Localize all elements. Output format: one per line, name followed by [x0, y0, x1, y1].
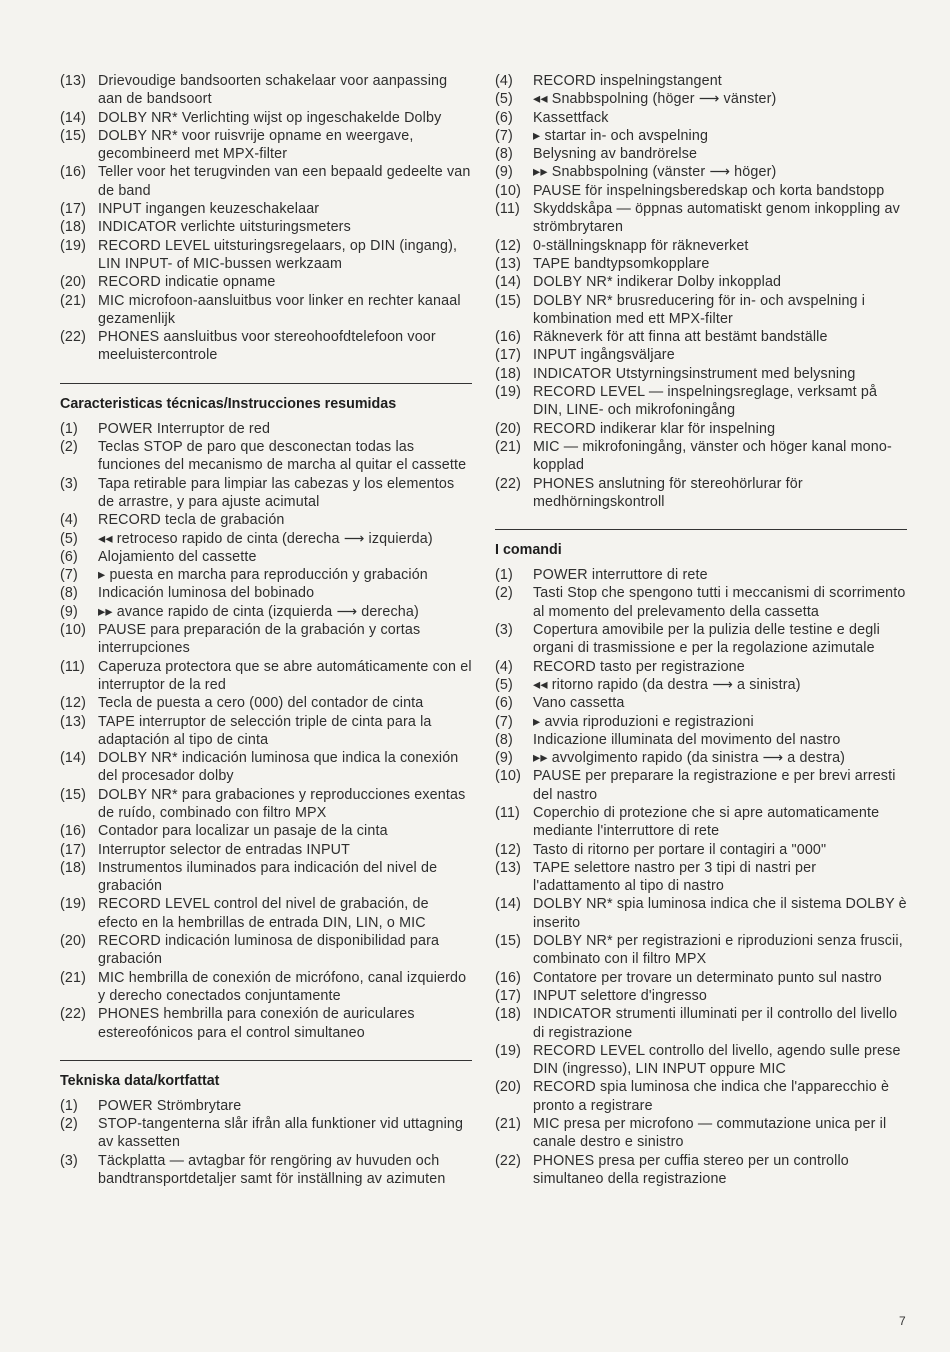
item-number: (22)	[495, 1152, 522, 1169]
list-item	[495, 804, 907, 841]
item-text: Tasto di ritorno per portare il contagiri a "000"	[533, 841, 827, 858]
section-heading: I comandi	[495, 529, 907, 559]
item-text: ◂◂ retroceso rapido de cinta (derecha ⟶ izquierda)	[98, 530, 433, 547]
item-number: (16)	[495, 969, 522, 986]
item-number: (14)	[60, 750, 87, 767]
item-number: (6)	[495, 695, 513, 712]
item-number: (2)	[495, 585, 513, 602]
list-item	[495, 273, 907, 291]
item-text: ◂◂ Snabbspolning (höger ⟶ vänster)	[533, 91, 777, 108]
item-text: PHONES aansluitbus voor stereohoofdtelefoon voor meeluistercontrole	[98, 329, 436, 364]
list-item	[495, 749, 907, 767]
list-item	[495, 292, 907, 329]
left-column	[60, 72, 472, 1188]
list-item	[60, 420, 472, 438]
item-text: RECORD tasto per registrazione	[533, 658, 745, 675]
item-number: (20)	[495, 420, 522, 437]
item-number: (4)	[60, 512, 78, 529]
list-item	[495, 1152, 907, 1189]
list-item	[60, 530, 472, 548]
item-number: (8)	[495, 731, 513, 748]
item-number: (3)	[60, 1152, 78, 1169]
item-text: DOLBY NR* para grabaciones y reproducciones exentas de ruído, combinado con filtro MPX	[98, 786, 466, 821]
item-text: DOLBY NR* per registrazioni e riproduzioni senza fruscii, combinato con il filtro MPX	[533, 933, 903, 968]
item-number: (5)	[495, 676, 513, 693]
list-item	[60, 621, 472, 658]
item-number: (21)	[60, 292, 87, 309]
page-number: 7	[899, 1314, 906, 1328]
item-number: (4)	[495, 73, 513, 89]
item-text: RECORD LEVEL — inspelningsreglage, verksamt på DIN, LINE- och mikrofoningång	[533, 384, 878, 419]
item-text: INPUT ingångsväljare	[533, 347, 675, 364]
item-number: (22)	[60, 1006, 87, 1023]
list-item	[60, 200, 472, 218]
item-text: RECORD LEVEL control del nivel de grabación, de efecto en la hembrillas de entrada DIN, LIN, o MIC	[98, 896, 429, 931]
list-item	[495, 767, 907, 804]
list-item	[495, 72, 907, 90]
item-text: PHONES hembrilla para conexión de auriculares estereofónicos para el control simultaneo	[98, 1006, 415, 1041]
item-number: (1)	[60, 420, 78, 437]
item-number: (13)	[60, 713, 87, 730]
item-text: PHONES presa per cuffia stereo per un controllo simultaneo della registrazione	[533, 1152, 849, 1187]
list-item	[495, 987, 907, 1005]
item-number: (6)	[495, 109, 513, 126]
item-number: (13)	[60, 73, 87, 89]
list-item	[60, 822, 472, 840]
item-number: (10)	[495, 768, 522, 785]
item-text: ▸ startar in- och avspelning	[533, 127, 709, 144]
right-column	[495, 72, 907, 1188]
item-number: (11)	[495, 201, 520, 218]
list-item	[495, 182, 907, 200]
list-item	[60, 584, 472, 602]
item-number: (12)	[495, 237, 522, 254]
item-number: (18)	[60, 219, 87, 236]
list-item	[60, 1152, 472, 1189]
list-item	[495, 895, 907, 932]
item-text: Räkneverk för att finna att bestämt bandställe	[533, 329, 828, 346]
item-number: (20)	[60, 274, 87, 291]
item-number: (19)	[60, 237, 87, 254]
item-number: (11)	[60, 658, 85, 675]
item-number: (22)	[495, 475, 522, 492]
item-text: ◂◂ ritorno rapido (da destra ⟶ a sinistra)	[533, 676, 801, 693]
list-item	[60, 475, 472, 512]
item-text: Indicazione illuminata del movimento del nastro	[533, 731, 841, 748]
item-number: (21)	[60, 969, 87, 986]
item-text: MIC hembrilla de conexión de micrófono, canal izquierdo y derecho conectados conjuntamente	[98, 969, 467, 1004]
item-number: (7)	[60, 567, 78, 584]
item-text: Vano cassetta	[533, 695, 625, 712]
item-number: (18)	[495, 1006, 522, 1023]
item-text: TAPE selettore nastro per 3 tipi di nastri per l'adattamento al tipo di nastro	[533, 859, 817, 895]
list-item	[495, 694, 907, 712]
list-item	[60, 1115, 472, 1152]
item-number: (15)	[60, 786, 87, 803]
list-item	[495, 365, 907, 383]
item-text: Caperuza protectora que se abre automáticamente con el interruptor de la red	[98, 658, 472, 693]
item-text: Tasti Stop che spengono tutti i meccanismi di scorrimento al momento del prelevamento della cassetta	[533, 585, 906, 620]
item-number: (11)	[495, 804, 520, 821]
item-text: PHONES anslutning för stereohörlurar för medhörningskontroll	[533, 475, 803, 510]
list-item	[60, 292, 472, 329]
item-number: (10)	[60, 622, 87, 639]
item-text: RECORD inspelningstangent	[533, 73, 722, 89]
list-item	[495, 969, 907, 987]
list-item	[495, 658, 907, 676]
list-item	[495, 328, 907, 346]
list-item	[495, 731, 907, 749]
item-number: (15)	[495, 292, 522, 309]
list-item	[495, 584, 907, 621]
item-text: RECORD LEVEL uitsturingsregelaars, op DIN (ingang), LIN INPUT- of MIC-bussen werkzaam	[98, 237, 458, 272]
list-item	[60, 713, 472, 750]
item-number: (3)	[60, 475, 78, 492]
list-item	[60, 127, 472, 164]
item-text: MIC — mikrofoningång, vänster och höger kanal mono-kopplad	[533, 438, 892, 474]
list-item	[495, 200, 907, 237]
item-number: (12)	[495, 841, 522, 858]
item-text: POWER Interruptor de red	[98, 420, 271, 437]
list-item	[60, 749, 472, 786]
spec-list	[60, 1097, 472, 1188]
list-item	[495, 438, 907, 475]
list-item	[60, 603, 472, 621]
list-item	[495, 1005, 907, 1042]
item-number: (18)	[60, 859, 87, 876]
item-text: PAUSE per preparare la registrazione e per brevi arresti del nastro	[533, 768, 896, 803]
item-text: Contatore per trovare un determinato punto sul nastro	[533, 969, 882, 986]
list-item	[495, 621, 907, 658]
item-text: RECORD indikerar klar för inspelning	[533, 420, 776, 437]
item-text: PAUSE para preparación de la grabación y cortas interrupciones	[98, 622, 421, 657]
list-item	[495, 566, 907, 584]
item-number: (19)	[495, 1042, 522, 1059]
list-item	[60, 511, 472, 529]
item-text: INDICATOR verlichte uitsturingsmeters	[98, 219, 351, 236]
list-item	[60, 932, 472, 969]
item-number: (7)	[495, 713, 513, 730]
item-number: (5)	[495, 91, 513, 108]
list-item	[60, 163, 472, 200]
item-number: (2)	[60, 439, 78, 456]
list-item	[60, 548, 472, 566]
item-text: MIC presa per microfono — commutazione unica per il canale destro e sinistro	[533, 1116, 887, 1151]
item-text: TAPE bandtypsomkopplare	[533, 255, 710, 272]
item-number: (15)	[495, 933, 522, 950]
item-text: Täckplatta — avtagbar för rengöring av huvuden och bandtransportdetaljer samt för inställning av azimuten	[98, 1152, 446, 1188]
item-text: STOP-tangenterna slår ifrån alla funktioner vid uttagning av kassetten	[98, 1116, 464, 1151]
item-number: (14)	[495, 896, 522, 913]
list-item	[60, 658, 472, 695]
item-text: DOLBY NR* spia luminosa indica che il sistema DOLBY è inserito	[533, 896, 907, 931]
item-text: Contador para localizar un pasaje de la cinta	[98, 823, 388, 840]
list-item	[495, 859, 907, 896]
item-text: Tapa retirable para limpiar las cabezas y los elementos de arrastre, y para ajuste acimutal	[98, 475, 455, 510]
item-number: (22)	[60, 329, 87, 346]
list-item	[495, 841, 907, 859]
item-number: (8)	[495, 146, 513, 163]
list-item	[495, 255, 907, 273]
item-text: INDICATOR strumenti illuminati per il controllo del livello di registrazione	[533, 1006, 898, 1041]
list-item	[495, 163, 907, 181]
list-item	[60, 72, 472, 109]
list-item	[60, 109, 472, 127]
list-item	[495, 1042, 907, 1079]
section-heading: Caracteristicas técnicas/Instrucciones resumidas	[60, 383, 472, 413]
item-number: (16)	[495, 329, 522, 346]
list-item	[60, 895, 472, 932]
list-item	[495, 1078, 907, 1115]
item-number: (20)	[60, 933, 87, 950]
item-number: (13)	[495, 859, 522, 876]
item-number: (6)	[60, 548, 78, 565]
list-item	[495, 90, 907, 108]
list-item	[495, 145, 907, 163]
list-item	[60, 438, 472, 475]
item-text: ▸▸ Snabbspolning (vänster ⟶ höger)	[533, 164, 777, 181]
item-number: (1)	[60, 1097, 78, 1114]
item-number: (20)	[495, 1079, 522, 1096]
item-text: Kassettfack	[533, 109, 609, 126]
item-text: Drievoudige bandsoorten schakelaar voor aanpassing aan de bandsoort	[98, 73, 448, 108]
item-text: ▸ puesta en marcha para reproducción y grabación	[98, 567, 428, 584]
item-number: (16)	[60, 823, 87, 840]
item-number: (10)	[495, 182, 522, 199]
item-number: (19)	[60, 896, 87, 913]
list-item	[60, 841, 472, 859]
item-text: DOLBY NR* indikerar Dolby inkopplad	[533, 274, 782, 291]
item-text: Belysning av bandrörelse	[533, 146, 698, 163]
item-number: (7)	[495, 127, 513, 144]
list-item	[495, 109, 907, 127]
item-text: RECORD tecla de grabación	[98, 512, 285, 529]
item-text: Teclas STOP de paro que desconectan todas las funciones del mecanismo de marcha al quitar el cassette	[98, 439, 467, 474]
item-text: Skyddskåpa — öppnas automatiskt genom inkoppling av strömbrytaren	[533, 201, 900, 236]
item-text: Interruptor selector de entradas INPUT	[98, 841, 351, 858]
section-heading: Tekniska data/kortfattat	[60, 1060, 472, 1090]
item-number: (3)	[495, 622, 513, 639]
item-text: DOLBY NR* indicación luminosa que indica la conexión del procesador dolby	[98, 750, 459, 785]
list-item	[60, 969, 472, 1006]
item-text: ▸▸ avance rapido de cinta (izquierda ⟶ derecha)	[98, 603, 419, 620]
item-text: DOLBY NR* voor ruisvrije opname en weergave, gecombineerd met MPX-filter	[98, 127, 414, 163]
item-number: (8)	[60, 585, 78, 602]
item-number: (17)	[495, 987, 522, 1004]
item-number: (2)	[60, 1116, 78, 1133]
item-number: (1)	[495, 567, 513, 584]
item-text: POWER Strömbrytare	[98, 1097, 242, 1114]
list-item	[60, 237, 472, 274]
item-text: RECORD spia luminosa che indica che l'apparecchio è pronto a registrare	[533, 1079, 890, 1114]
list-item	[495, 932, 907, 969]
item-number: (17)	[60, 201, 87, 218]
item-text: ▸▸ avvolgimento rapido (da sinistra ⟶ a destra)	[533, 750, 846, 767]
spec-list	[495, 72, 907, 511]
list-item	[60, 566, 472, 584]
item-text: RECORD indicatie opname	[98, 274, 276, 291]
item-text: INPUT selettore d'ingresso	[533, 987, 708, 1004]
item-text: TAPE interruptor de selección triple de cinta para la adaptación al tipo de cinta	[98, 713, 432, 748]
list-item	[60, 328, 472, 365]
list-item	[495, 676, 907, 694]
list-item	[60, 273, 472, 291]
list-item	[60, 1097, 472, 1115]
item-number: (14)	[60, 109, 87, 126]
spec-list	[60, 420, 472, 1042]
list-item	[495, 1115, 907, 1152]
list-item	[495, 713, 907, 731]
item-text: MIC microfoon-aansluitbus voor linker en rechter kanaal gezamenlijk	[98, 292, 461, 327]
item-number: (13)	[495, 255, 522, 272]
list-item	[495, 237, 907, 255]
item-text: Copertura amovibile per la pulizia delle testine e degli organi di trasmissione e per la regolazione azimutale	[533, 622, 880, 657]
list-item	[60, 1005, 472, 1042]
item-number: (14)	[495, 274, 522, 291]
list-item	[60, 218, 472, 236]
item-number: (4)	[495, 658, 513, 675]
item-text: PAUSE för inspelningsberedskap och korta bandstopp	[533, 182, 885, 199]
item-text: ▸ avvia riproduzioni e registrazioni	[533, 713, 754, 730]
list-item	[60, 859, 472, 896]
item-text: DOLBY NR* brusreducering för in- och avspelning i kombination med ett MPX-filter	[533, 292, 866, 327]
item-text: Coperchio di protezione che si apre automaticamente mediante l'interruttore di rete	[533, 804, 880, 840]
item-number: (17)	[495, 347, 522, 364]
item-number: (16)	[60, 164, 87, 181]
item-number: (9)	[495, 750, 513, 767]
item-number: (12)	[60, 695, 87, 712]
item-text: Indicación luminosa del bobinado	[98, 585, 315, 602]
item-text: RECORD indicación luminosa de disponibilidad para grabación	[98, 933, 440, 968]
item-text: Tecla de puesta a cero (000) del contador de cinta	[98, 695, 424, 712]
list-item	[495, 383, 907, 420]
item-text: Teller voor het terugvinden van een bepaald gedeelte van de band	[98, 164, 471, 199]
item-text: INPUT ingangen keuzeschakelaar	[98, 201, 320, 218]
item-text: INDICATOR Utstyrningsinstrument med belysning	[533, 365, 856, 382]
item-number: (17)	[60, 841, 87, 858]
list-item	[495, 127, 907, 145]
item-number: (5)	[60, 530, 78, 547]
item-text: Instrumentos iluminados para indicación del nivel de grabación	[98, 859, 438, 895]
item-text: Alojamiento del cassette	[98, 548, 257, 565]
list-item	[495, 420, 907, 438]
item-number: (18)	[495, 365, 522, 382]
list-item	[60, 786, 472, 823]
list-item	[495, 346, 907, 364]
item-text: RECORD LEVEL controllo del livello, agendo sulle prese DIN (ingresso), LIN INPUT oppure MIC	[533, 1042, 901, 1078]
list-item	[60, 694, 472, 712]
item-number: (21)	[495, 438, 522, 455]
item-number: (19)	[495, 384, 522, 401]
item-number: (9)	[495, 164, 513, 181]
item-number: (15)	[60, 127, 87, 144]
item-text: POWER interruttore di rete	[533, 567, 708, 584]
spec-list	[495, 566, 907, 1188]
list-item	[495, 475, 907, 512]
item-text: 0-ställningsknapp för räkneverket	[533, 237, 749, 254]
item-number: (9)	[60, 603, 78, 620]
item-number: (21)	[495, 1116, 522, 1133]
spec-list	[60, 72, 472, 365]
item-text: DOLBY NR* Verlichting wijst op ingeschakelde Dolby	[98, 109, 442, 126]
